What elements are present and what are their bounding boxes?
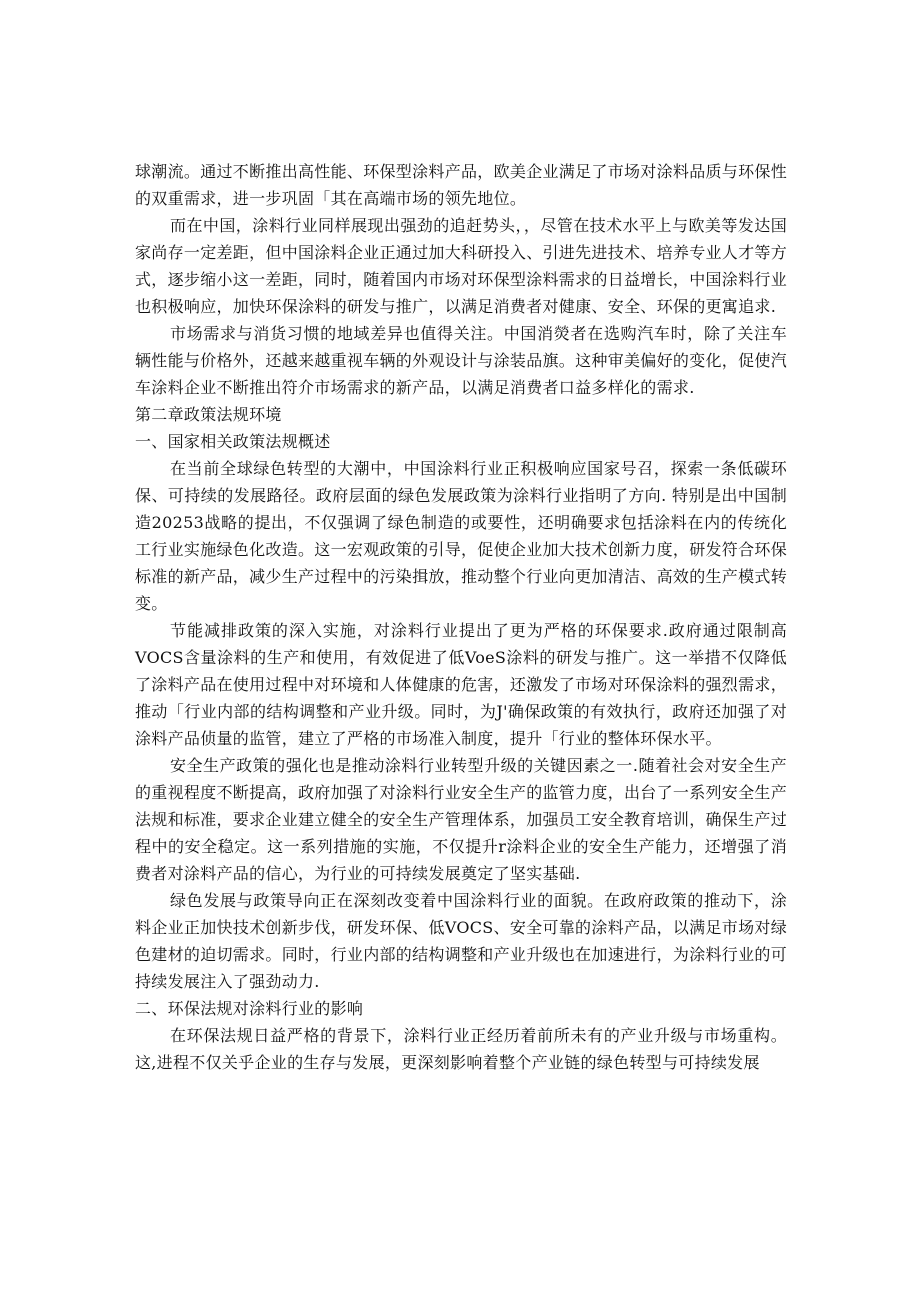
paragraph-green-transition: 在当前全球绿色转型的大潮中，中国涂料行业正积极响应国家号召，探索一条低碳环保、可持续的发展路径。政府层面的绿色发展政策为涂料行业指明了方向. 特别是出中国制造20253战略的提出，不仅强调了绿色制造的或要性，还明确要求包括涂料在内的传统化工行业实施绿色化改造。这一宏观政策的引导，促使企业加大技术创新力度，研发符合环保标准的新产品，减少生产过程中的污染揖放，推动整个行业向更加清洁、高效的生产模式转变。 — [135, 459, 788, 613]
paragraph-green-development: 绿色发展与政策导向正在深刻改变着中国涂料行业的面貌。在政府政策的推动下，涂料企业正加快技术创新步伐，研发环保、低VOCS、安全可靠的涂料产品，以满足市场对绿色建材的迫切需求。同时，行业内部的结构调整和产业升级也在加速进行，为涂料行业的可持续发展注入了强劲动力. — [135, 891, 788, 991]
paragraph-safety-policy: 安全生产政策的强化也是推动涂料行业转型升级的关键因素之一.随着社会对安全生产的重视程度不断提高，政府加强了对涂料行业安全生产的监管力度，出台了一系列安全生产法规和标准，要求企业建立健全的安全生产管理体系，加强员工安全教育培训，确保生产过程中的安全稳定。这一系列措施的实施，不仅提升r涂料企业的安全生产能力，还增强了消费者对涂料产品的信心，为行业的可持续发展奠定了坚实基础. — [135, 756, 788, 883]
paragraph-environmental-regulation: 在环保法规日益严格的背景下，涂料行业正经历着前所未有的产业升级与市场重构。这,进程不仅关乎企业的生存与发展，更深刻影响着整个产业链的绿色转型与可持续发展 — [135, 1026, 787, 1072]
paragraph-china-coatings: 而在中国，涂料行业同样展现出强劲的追赶势头，，尽管在技术水平上与欧美等发达国家尚存一定差距，但中国涂料企业正通过加大科研投入、引进先进技术、培养专业人才等方式，逐步缩小这一差距，同时，随着国内市场对环保型涂料需求的日益增长，中国涂料行业也积极响应，加快环保涂料的研发与推广，以满足消费者对健康、安全、环保的更寓追求. — [135, 216, 788, 316]
chapter-heading: 第二章政策法规环境 — [135, 405, 282, 424]
paragraph-continuation: 球潮流。通过不断推出高性能、环保型涂料产品，欧美企业满足了市场对涂料品质与环保性的双重需求，进一步巩固「其在高端市场的领先地位。 — [135, 162, 788, 208]
paragraph-market-demand: 市场需求与消货习惯的地域差异也值得关注。中国消熒者在选购汽车时，除了关注车辆性能与价格外，还越来越重视车辆的外观设计与涂装品旗。这种审美偏好的变化，促使汽车涂料企业不断推出符介市场需求的新产品，以满足消费者口益多样化的需求. — [135, 324, 788, 397]
section-heading-2: 二、环保法规对涂料行业的影响 — [135, 999, 364, 1018]
paragraph-energy-saving: 节能减排政策的深入实施，对涂料行业提出了更为严格的环保要求.政府通过限制高VOCS含量涂料的生产和使用，有效促进了低VoeS涂料的研发与推广。这一举措不仅降低了涂料产品在使用过程中对环境和人体健康的危害，还激发了市场对环保涂料的强烈需求，推动「行业内部的结构调整和产业升级。同时，为J'确保政策的有效执行，政府还加强了对涂料产品侦量的监管，建立了严格的市场准入制度，提升「行业的整体环保水平。 — [135, 621, 788, 748]
document-body — [135, 158, 787, 1076]
section-heading-1: 一、国家相关政策法规概述 — [135, 432, 331, 451]
